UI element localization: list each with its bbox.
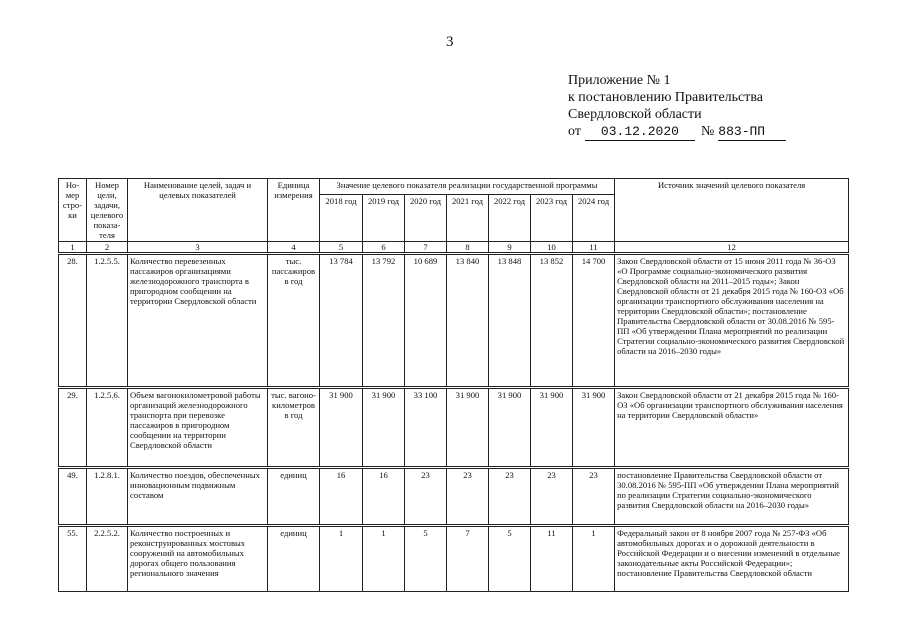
unit: тыс. вагоно-километров в год	[268, 388, 320, 468]
value-cell: 23	[531, 468, 573, 526]
header-year: 2021 год	[447, 195, 489, 242]
appendix-line-2: к постановлению Правительства	[568, 90, 764, 105]
column-number: 5	[320, 242, 363, 254]
column-number: 7	[405, 242, 447, 254]
goal-code: 1.2.5.5.	[87, 254, 128, 388]
row-number: 49.	[59, 468, 87, 526]
table-row	[59, 254, 849, 388]
value-cell: 1	[320, 526, 363, 592]
header-source: Источник значений целевого показателя	[615, 179, 849, 242]
source-cell: Закон Свердловской области от 21 декабря 2015 года № 160-ОЗ «Об организации транспортного обслуживания населения на территории Свердловской области»	[615, 388, 849, 468]
value-cell: 23	[573, 468, 615, 526]
value-cell: 31 900	[447, 388, 489, 468]
goal-code: 2.2.5.2.	[87, 526, 128, 592]
value-cell: 23	[489, 468, 531, 526]
page-number: 3	[446, 34, 454, 50]
indicators-table	[58, 178, 849, 592]
header-year: 2019 год	[363, 195, 405, 242]
value-cell: 10 689	[405, 254, 447, 388]
goal-code: 1.2.8.1.	[87, 468, 128, 526]
appendix-date-line	[568, 123, 786, 141]
appendix-block	[568, 72, 786, 141]
table-row	[59, 526, 849, 592]
value-cell: 23	[405, 468, 447, 526]
value-cell: 1	[363, 526, 405, 592]
value-cell: 13 852	[531, 254, 573, 388]
header-unit: Единица измерения	[268, 179, 320, 242]
value-cell: 31 900	[531, 388, 573, 468]
indicator-name: Количество построенных и реконструированных мостовых сооружений на автомобильных дорогах общего пользования регионального значения	[128, 526, 268, 592]
column-number: 11	[573, 242, 615, 254]
indicator-name: Количество поездов, обеспеченных инновационным подвижным составом	[128, 468, 268, 526]
value-cell: 16	[363, 468, 405, 526]
column-number: 9	[489, 242, 531, 254]
number-label: №	[700, 124, 715, 139]
value-cell: 11	[531, 526, 573, 592]
value-cell: 31 900	[573, 388, 615, 468]
header-goal-number: Номер цели, задачи, целевого показа-теля	[87, 179, 128, 242]
column-number: 4	[268, 242, 320, 254]
table-row	[59, 468, 849, 526]
value-cell: 5	[405, 526, 447, 592]
header-name: Наименование целей, задач и целевых показателей	[128, 179, 268, 242]
from-label: от	[568, 124, 581, 139]
row-number: 55.	[59, 526, 87, 592]
handwritten-number: 883-ПП	[718, 123, 786, 141]
value-cell: 16	[320, 468, 363, 526]
value-cell: 5	[489, 526, 531, 592]
header-year: 2020 год	[405, 195, 447, 242]
header-year: 2024 год	[573, 195, 615, 242]
appendix-title: Приложение № 1	[568, 73, 671, 88]
source-cell: Федеральный закон от 8 ноября 2007 года № 257-ФЗ «Об автомобильных дорогах и о дорожной деятельности в Российской Федерации и о внесении изменений в отдельные законодательные акты Российской Федерации»; постановление Правительства Свердловской области	[615, 526, 849, 592]
value-cell: 14 700	[573, 254, 615, 388]
unit: единиц	[268, 526, 320, 592]
value-cell: 31 900	[320, 388, 363, 468]
value-cell: 33 100	[405, 388, 447, 468]
header-year: 2018 год	[320, 195, 363, 242]
header-values: Значение целевого показателя реализации государственной программы	[320, 179, 615, 195]
value-cell: 1	[573, 526, 615, 592]
unit: единиц	[268, 468, 320, 526]
row-number: 29.	[59, 388, 87, 468]
table-row	[59, 388, 849, 468]
column-number: 3	[128, 242, 268, 254]
handwritten-date: 03.12.2020	[585, 123, 695, 141]
header-year: 2022 год	[489, 195, 531, 242]
value-cell: 7	[447, 526, 489, 592]
column-number: 1	[59, 242, 87, 254]
source-cell: Закон Свердловской области от 15 июня 2011 года № 36-ОЗ «О Программе социально-экономического развития Свердловской области на 2011–2015 годы»; Закон Свердловской области от 21 декабря 2015 года № 160-ОЗ «Об организации транспортного обслуживания населения на территории Свердловской области»; постановление Правительства Свердловской области от 30.08.2016 № 595-ПП «Об утверждении Плана мероприятий по реализации Стратегии социально-экономического развития Свердловской области на 2016–2030 годы»	[615, 254, 849, 388]
column-number: 2	[87, 242, 128, 254]
row-number: 28.	[59, 254, 87, 388]
value-cell: 31 900	[489, 388, 531, 468]
value-cell: 13 848	[489, 254, 531, 388]
goal-code: 1.2.5.6.	[87, 388, 128, 468]
value-cell: 31 900	[363, 388, 405, 468]
header-year: 2023 год	[531, 195, 573, 242]
header-row-number: Но-мер стро-ки	[59, 179, 87, 242]
unit: тыс. пассажиров в год	[268, 254, 320, 388]
column-number: 6	[363, 242, 405, 254]
value-cell: 23	[447, 468, 489, 526]
source-cell: постановление Правительства Свердловской области от 30.08.2016 № 595-ПП «Об утверждении Плана мероприятий по реализации Стратегии социально-экономического развития Свердловской области на 2016–2030 годы»	[615, 468, 849, 526]
indicator-name: Количество перевезенных пассажиров организациями железнодорожного транспорта в пригородном сообщении на территории Свердловской области	[128, 254, 268, 388]
column-number: 12	[615, 242, 849, 254]
appendix-line-3: Свердловской области	[568, 107, 702, 122]
value-cell: 13 792	[363, 254, 405, 388]
column-number: 10	[531, 242, 573, 254]
indicator-name: Объем вагонокилометровой работы организаций железнодорожного транспорта при перевозке пассажиров в пригородном сообщении на территории Свердловской области	[128, 388, 268, 468]
value-cell: 13 840	[447, 254, 489, 388]
value-cell: 13 784	[320, 254, 363, 388]
column-number: 8	[447, 242, 489, 254]
